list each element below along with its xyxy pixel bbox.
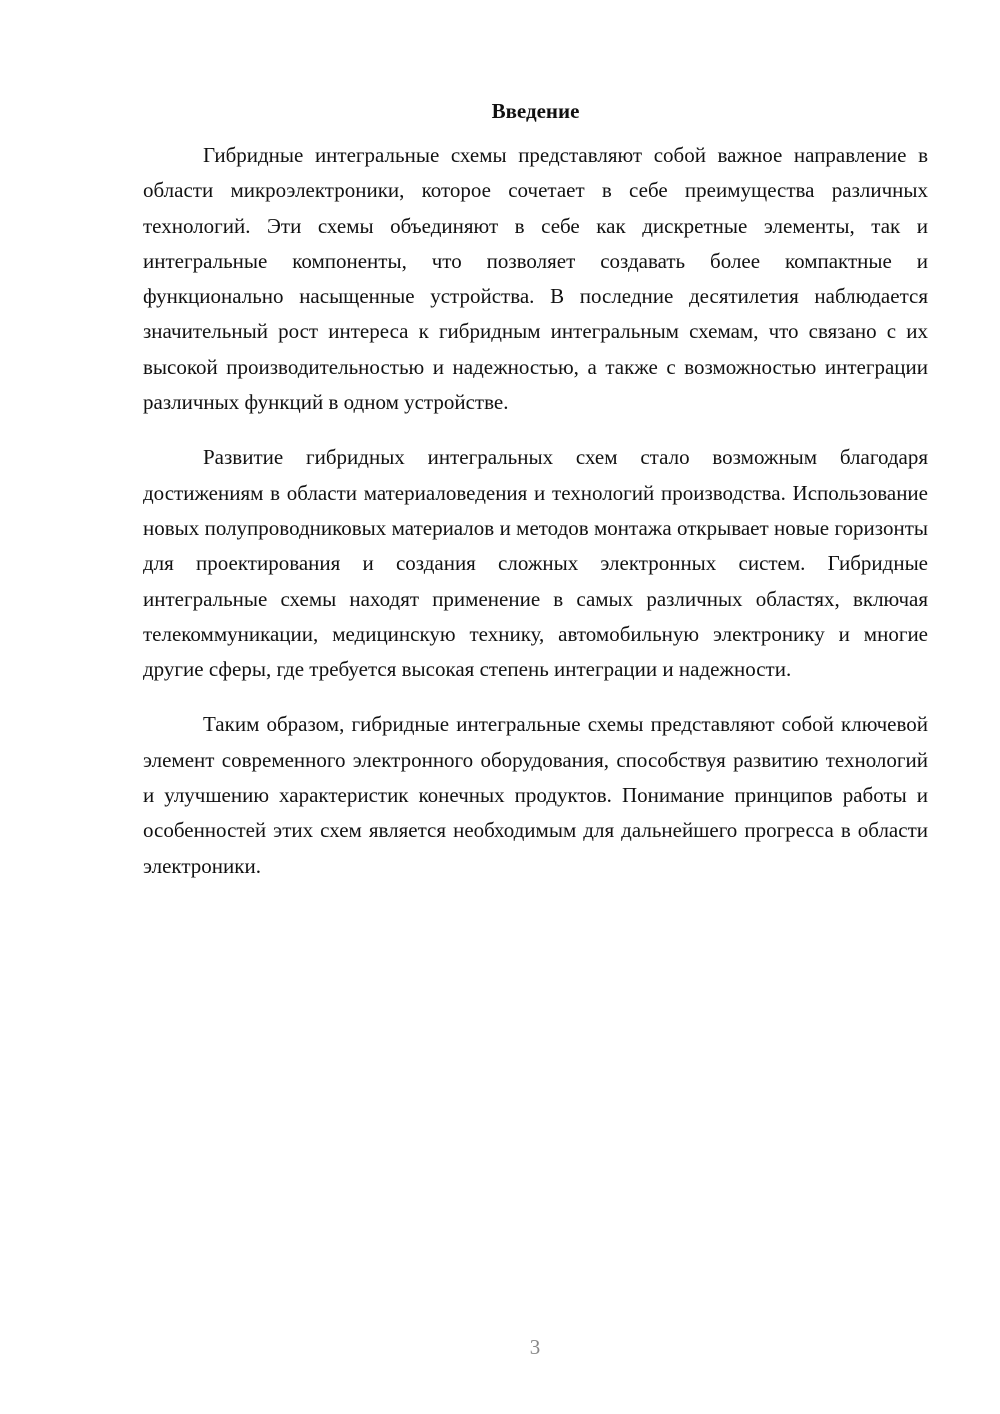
section-heading: Введение [491, 99, 580, 123]
page-number: 3 [529, 1335, 541, 1359]
paragraph-1: Гибридные интегральные схемы представляют собой важное направление в области микроэлектроники, которое сочетает в себе преимущества различных технологий. Эти схемы объединяют в себе как дискретные элементы, так и интегральные компоненты, что позволяет создавать более компактные и функционально насыщенные устройства. В последние десятилетия наблюдается значительный рост интереса к гибридным интегральным схемам, что связано с их высокой производительностью и надежностью, а также с возможностью интеграции различных функций в одном устройстве. [143, 143, 928, 415]
document-body [143, 95, 928, 904]
paragraph-3: Таким образом, гибридные интегральные схемы представляют собой ключевой элемент современного электронного оборудования, способствуя развитию технологий и улучшению характеристик конечных продуктов. Понимание принципов работы и особенностей этих схем является необходимым для дальнейшего прогресса в области электроники. [143, 712, 928, 878]
paragraph-2: Развитие гибридных интегральных схем стало возможным благодаря достижениям в области материаловедения и технологий производства. Использование новых полупроводниковых материалов и методов монтажа открывает новые горизонты для проектирования и создания сложных электронных систем. Гибридные интегральные схемы находят применение в самых различных областях, включая телекоммуникации, медицинскую технику, автомобильную электронику и многие другие сферы, где требуется высокая степень интеграции и надежности. [143, 445, 928, 682]
